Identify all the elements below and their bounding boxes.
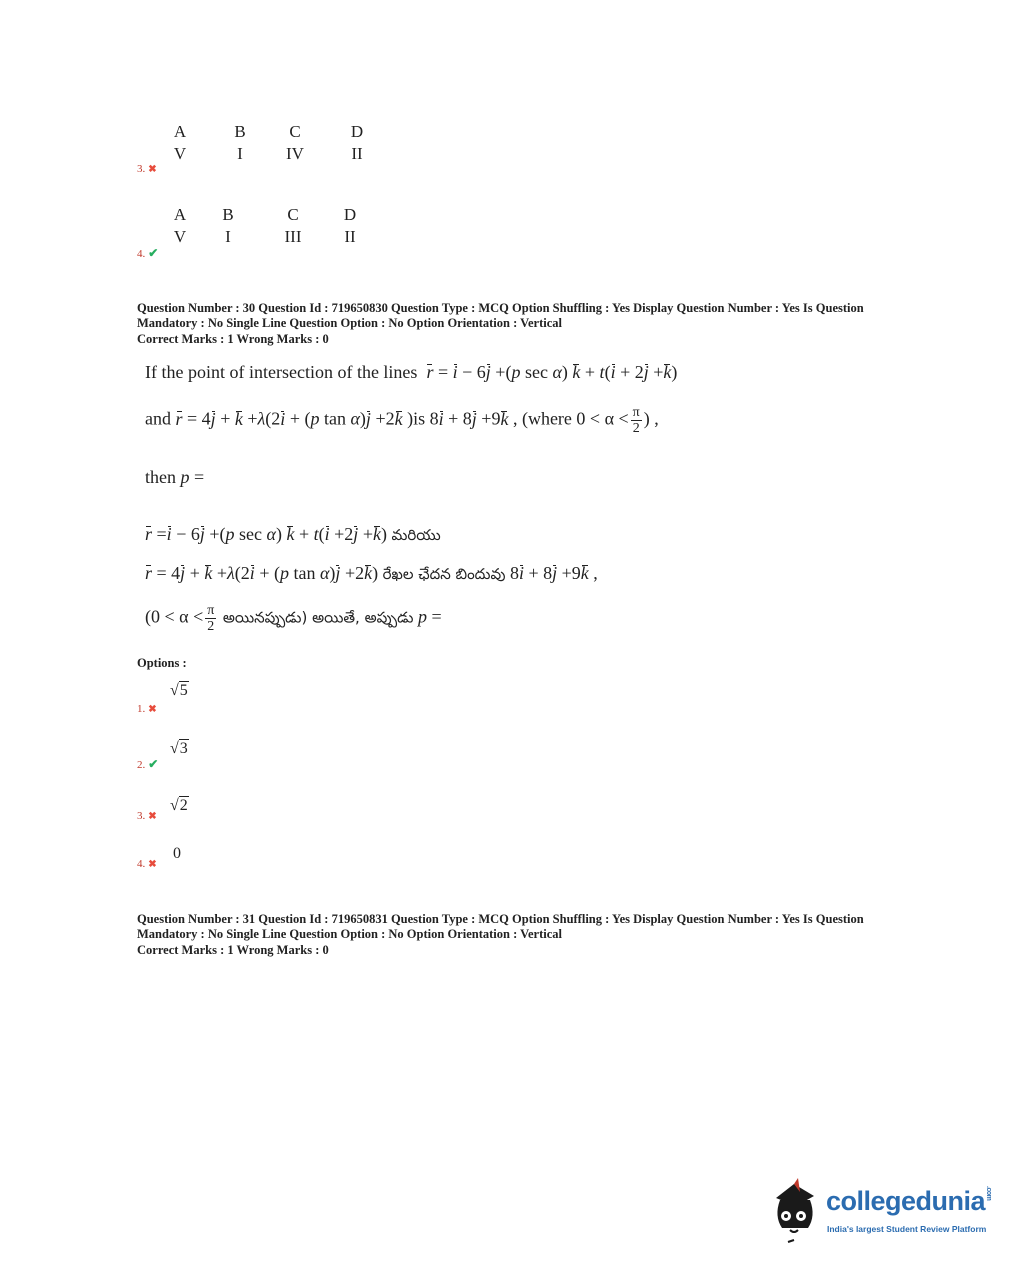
pi-over-2: $\frac{\pi}{2}$ [207, 603, 215, 634]
option-1-value: √5 [170, 682, 188, 699]
q30-en-line2: and r = 4j + k +λ(2i + (p tan α)j +2k )is 8i + 8j +9k , (where 0 < α < $\frac{\pi}{2}$ ) , [145, 405, 659, 436]
check-icon: ✔ [148, 757, 159, 771]
q30-meta-line1: Question Number : 30 Question Id : 719650830 Question Type : MCQ Option Shuffling : Yes Display Question Number : Yes Is Question [137, 301, 864, 315]
prev-option-4-number: 4. ✔ [137, 246, 159, 260]
option-4-value: 0 [173, 845, 181, 862]
q31-meta-line2: Mandatory : No Single Line Question Option : No Option Orientation : Vertical [137, 927, 563, 941]
option-2-value: √3 [170, 740, 188, 757]
q30-marks: Correct Marks : 1 Wrong Marks : 0 [137, 332, 329, 346]
q31-meta [137, 912, 897, 958]
q30-meta [137, 301, 897, 347]
q31-meta-line1: Question Number : 31 Question Id : 719650831 Question Type : MCQ Option Shuffling : Yes Display Question Number : Yes Is Question [137, 912, 864, 926]
collegedunia-logo[interactable] [768, 1176, 998, 1246]
header-d: D [350, 122, 364, 141]
header-d: D [343, 205, 357, 224]
check-icon: ✔ [148, 246, 159, 260]
header-b: B [234, 122, 246, 141]
q30-te-line2: r = 4j + k +λ(2i + (p tan α)j +2k) రేఖల ఛేదన బిందువు 8i + 8j +9k , [145, 563, 598, 583]
value-a: V [173, 227, 187, 246]
cross-icon: ✖ [148, 704, 157, 715]
cross-icon: ✖ [148, 811, 157, 822]
logo-dotcom: .com [985, 1186, 993, 1201]
cross-icon: ✖ [148, 859, 157, 870]
header-c: C [289, 122, 301, 141]
q30-te-line3: (0 < α < $\frac{\pi}{2}$ అయినప్పుడు) అయితే, అప్పుడు p = [145, 603, 442, 634]
header-c: C [287, 205, 299, 224]
logo-name: collegedunia [826, 1186, 986, 1216]
q30-te-line1: r =i − 6j +(p sec α) k + t(i +2j +k) మరియు [145, 524, 441, 544]
options-label: Options : [137, 656, 187, 670]
mascot-icon [768, 1176, 824, 1246]
value-d: II [344, 227, 356, 246]
option-3-value: √2 [170, 797, 188, 814]
value-b: I [237, 144, 243, 163]
prev-option-3-number: 3. ✖ [137, 163, 157, 175]
option-3-number: 3. ✖ [137, 810, 157, 822]
q30-en-line1: If the point of intersection of the lines r = i − 6j +(p sec α) k + t(i + 2j +k) [145, 362, 678, 382]
logo-tagline: India's largest Student Review Platform [827, 1224, 987, 1234]
value-c: III [284, 227, 302, 246]
prev-option-3-table [165, 122, 385, 167]
q31-marks: Correct Marks : 1 Wrong Marks : 0 [137, 943, 329, 957]
option-1-number: 1. ✖ [137, 703, 157, 715]
option-2-number: 2. ✔ [137, 757, 159, 771]
q30-en-line3: then p = [145, 467, 205, 487]
q30-meta-line2: Mandatory : No Single Line Question Option : No Option Orientation : Vertical [137, 316, 563, 330]
value-c: IV [286, 144, 304, 163]
value-b: I [225, 227, 231, 246]
prev-option-4-table [165, 205, 385, 250]
cross-icon: ✖ [148, 164, 157, 175]
value-d: II [351, 144, 363, 163]
option-4-number: 4. ✖ [137, 858, 157, 870]
header-a: A [173, 122, 187, 141]
value-a: V [173, 144, 187, 163]
pi-over-2: $\frac{\pi}{2}$ [632, 405, 640, 436]
header-b: B [222, 205, 234, 224]
header-a: A [173, 205, 187, 224]
